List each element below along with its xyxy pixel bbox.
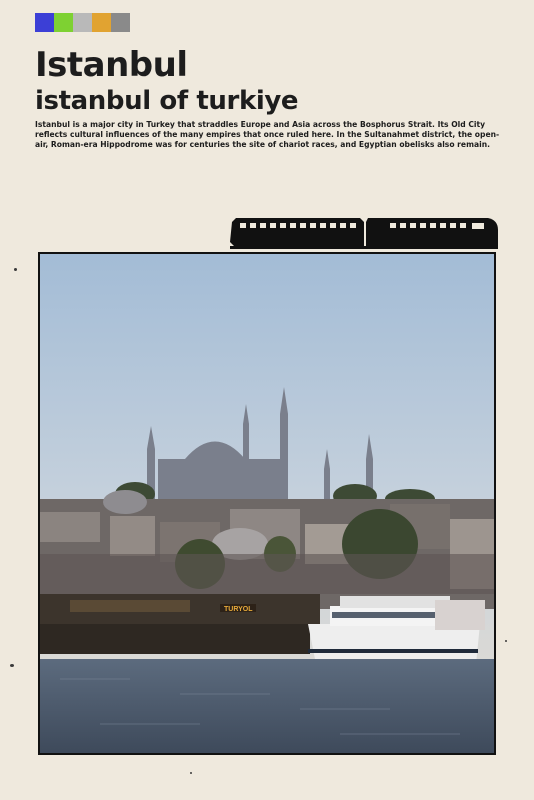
waterfront [40,594,320,654]
poster-subtitle: istanbul of turkiye [35,86,299,116]
ferry-boat [308,596,485,664]
color-swatch-silver [73,13,92,32]
color-palette [35,13,130,32]
cityscape-photo [38,252,496,755]
color-swatch-blue [35,13,54,32]
ferry-name-sign: TURYOL [224,606,253,613]
city-buildings [40,490,494,609]
poster-title: Istanbul [35,45,188,85]
color-swatch-orange [92,13,111,32]
color-swatch-gray [111,13,130,32]
poster-description: Istanbul is a major city in Turkey that straddles Europe and Asia across the Bosphorus Strait. Its Old City reflects cultural influences of the many empires that once ruled here. In the Sultanahmet district, the open-air, Roman-era Hippodrome was for centuries the site of chariot races, and Egyptian obelisks also remain. [35,120,500,149]
color-swatch-green [54,13,73,32]
train-icon [230,212,500,252]
